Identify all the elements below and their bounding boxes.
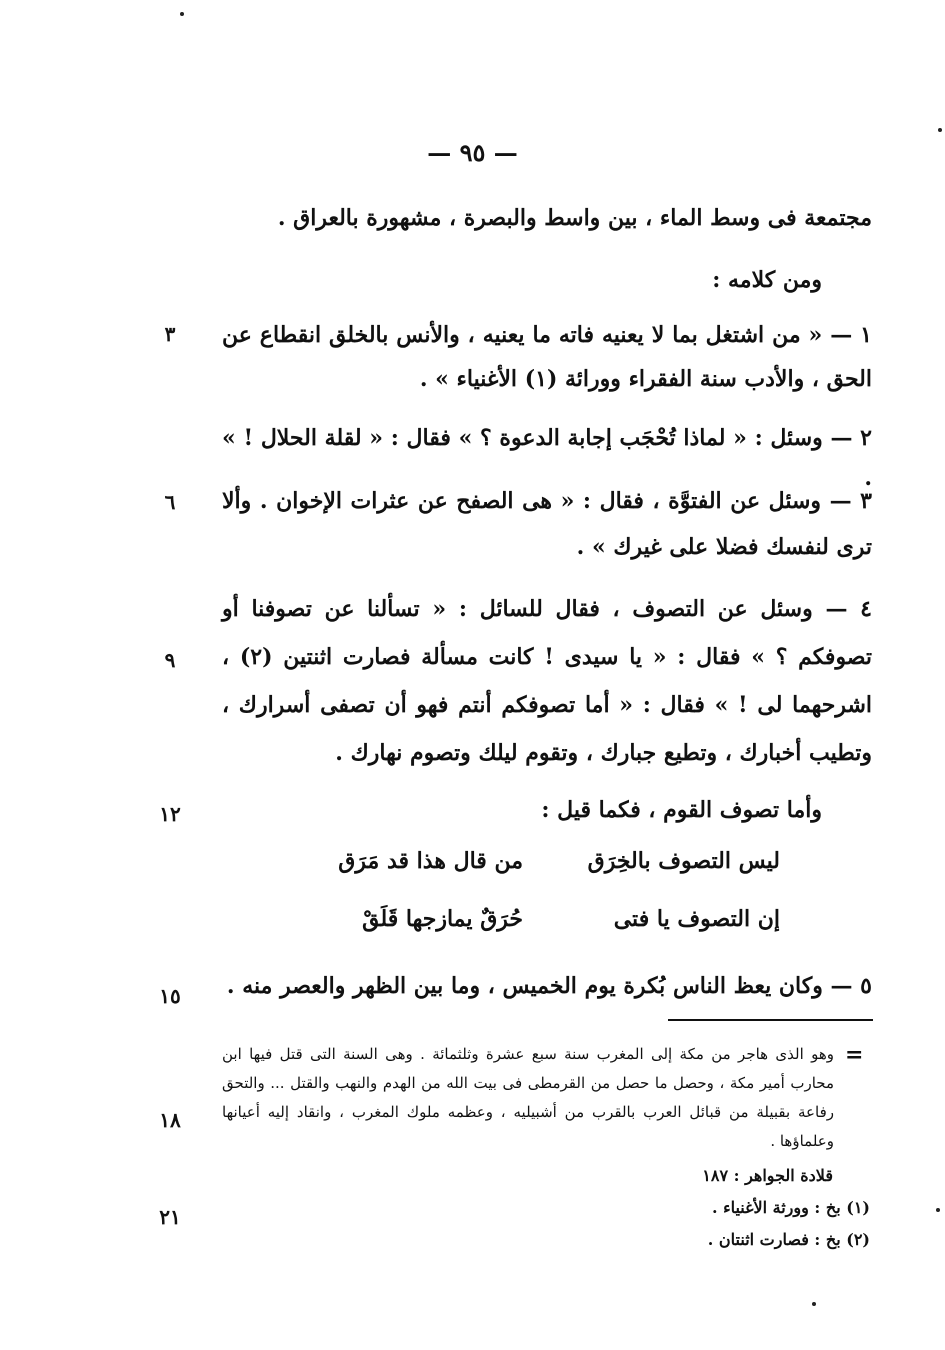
- line-number-9: ٩: [164, 648, 176, 672]
- verse-1-hemistich-a: ليس التصوف بالخِرَق: [587, 848, 780, 874]
- paragraph-1: ١ — « من اشتغل بما لا يعنيه فاته ما يعنيه ، والأنس بالخلق انقطاع عن الحق ، والأدب سنة الفقراء وورائة (١) الأغنياء » .: [222, 322, 872, 392]
- verse-2-hemistich-a: إن التصوف يا فتى: [613, 906, 780, 932]
- footnote-source: قلادة الجواهر : ١٨٧: [702, 1166, 833, 1185]
- paragraph-3: ٣ — وسئل عن الفتوَّة ، فقال : « هى الصفح عن عثرات الإخوان . وألا ترى لنفسك فضلا على غيرك » .: [222, 488, 872, 560]
- footnote-divider: [668, 1019, 873, 1021]
- line-number-3: ٣: [164, 322, 176, 346]
- scan-speck: [812, 1302, 816, 1306]
- scan-speck: [180, 12, 184, 16]
- scan-speck: [936, 1208, 940, 1212]
- page-number: — ٩٥ —: [427, 138, 518, 167]
- footnote-1: (١) بخ : وورثة الأغنياء .: [711, 1198, 870, 1217]
- line-number-12: ١٢: [159, 802, 181, 826]
- paragraph-5: وأما تصوف القوم ، فكما قيل :: [541, 797, 822, 823]
- verse-2-hemistich-b: حُرَقٌ يمازجها قَلَقْ: [362, 906, 523, 932]
- line-number-6: ٦: [164, 490, 176, 514]
- paragraph-2: ٢ — وسئل : « لماذا تُحْجَب إجابة الدعوة ؟ » فقال : « لقلة الحلال ! » .: [222, 425, 872, 491]
- line-number-15: ١٥: [159, 984, 181, 1008]
- intro-line: مجتمعة فى وسط الماء ، بين واسط والبصرة ، مشهورة بالعراق .: [277, 205, 872, 231]
- paragraph-4: ٤ — وسئل عن التصوف ، فقال للسائل : « تسألنا عن تصوفنا أو تصوفكم ؟ » فقال : « يا سيدى ! كانت مسألة فصارت اثنتين (٢) ، اشرحهما لى ! » فقال : « أما تصوفكم أنتم فهو أن تصفى أسرارك ، وتطيب أخبارك ، وتطيع جبارك ، وتقوم ليلك وتصوم نهارك .: [222, 596, 873, 766]
- section-heading: ومن كلامه :: [712, 267, 822, 293]
- line-number-18: ١٨: [159, 1108, 181, 1132]
- footnote-main: وهو الذى هاجر من مكة إلى المغرب سنة سبع عشرة وثلثمائة . وهى السنة التى قتل فيها ابن محارب أمير مكة ، وحصل ما حصل من القرمطى فى بيت الله من الهدم والنهب والقتل ... والتحق رفاعة بقبيلة من قبائل العرب بالقرب من أشبيليه ، وعظمه ملوك المغرب ، وانقاد إليه أعيانها وعلماؤها .: [222, 1045, 834, 1150]
- scan-speck: [938, 128, 942, 132]
- paragraph-6: ٥ — وكان يعظ الناس بُكرة يوم الخميس ، وما بين الظهر والعصر منه .: [226, 973, 872, 999]
- line-number-21: ٢١: [159, 1205, 181, 1229]
- footnote-continuation-marker: =: [845, 1042, 864, 1068]
- footnote-2: (٢) بخ : فصارت اثنتان .: [707, 1230, 870, 1249]
- verse-1-hemistich-b: من قال هذا قد مَرَق: [338, 848, 523, 874]
